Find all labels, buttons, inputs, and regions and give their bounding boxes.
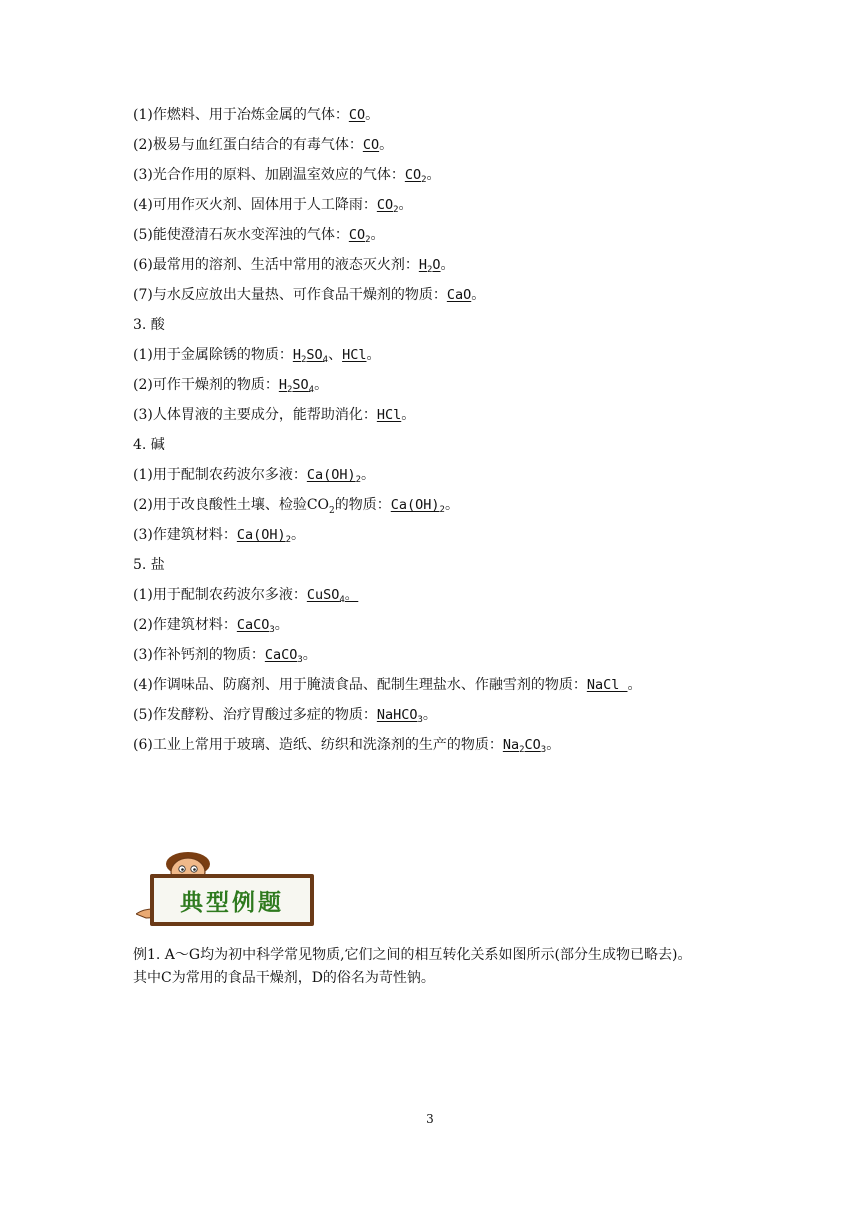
acid-item-1: (1)用于金属除锈的物质：$H_2SO_4$、HCl。	[133, 347, 381, 365]
salt-item-4: (4)作调味品、防腐剂、用于腌渍食品、配制生理盐水、作融雪剂的物质：NaCl 。	[133, 677, 642, 693]
base-item-3: (3)作建筑材料：$Ca(OH)_2$。	[133, 527, 306, 545]
gas-item-1: (1)作燃料、用于冶炼金属的气体：CO。	[133, 107, 380, 123]
badge-board	[150, 874, 314, 926]
section-heading-acid: 3. 酸	[133, 317, 165, 333]
gas-item-6: (6)最常用的溶剂、生活中常用的液态灭火剂：$H_2O$。	[133, 257, 455, 275]
gas-item-7: (7)与水反应放出大量热、可作食品干燥剂的物质：CaO。	[133, 287, 486, 303]
acid-item-2: (2)可作干燥剂的物质：$H_2SO_4$。	[133, 377, 329, 395]
salt-item-1: (1)用于配制农药波尔多液：CuSO$_4$。	[133, 587, 359, 605]
example-line-1: 例1. A～G均为初中科学常见物质,它们之间的相互转化关系如图所示(部分生成物已略去)。	[133, 947, 692, 963]
example-badge-illustration	[136, 848, 318, 934]
gas-item-3: (3)光合作用的原料、加剧温室效应的气体：$CO_2$。	[133, 167, 441, 185]
salt-item-3: (3)作补钙剂的物质：CaCO$_3$。	[133, 647, 317, 665]
gas-item-5: (5)能使澄清石灰水变浑浊的气体：$CO_2$。	[133, 227, 385, 245]
example-paragraph	[133, 944, 743, 990]
salt-item-5: (5)作发酵粉、治疗胃酸过多症的物质：NaHCO$_3$。	[133, 707, 437, 725]
gas-item-4: (4)可用作灭火剂、固体用于人工降雨：$CO_2$。	[133, 197, 413, 215]
section-heading-base: 4. 碱	[133, 437, 165, 453]
salt-item-6: (6)工业上常用于玻璃、造纸、纺织和洗涤剂的生产的物质：$Na_2CO_3$。	[133, 737, 561, 755]
acid-item-3: (3)人体胃液的主要成分，能帮助消化：HCl。	[133, 407, 416, 423]
badge-title: 典型例题	[180, 889, 284, 916]
gas-item-2: (2)极易与血红蛋白结合的有毒气体：CO。	[133, 137, 394, 153]
section-heading-salt: 5. 盐	[133, 557, 165, 573]
example-line-2: 其中C为常用的食品干燥剂，D的俗名为苛性钠。	[133, 970, 435, 986]
base-item-2: (2)用于改良酸性土壤、检验$CO_2$的物质：$Ca(OH)_2$。	[133, 497, 459, 516]
base-item-1: (1)用于配制农药波尔多液：$Ca(OH)_2$。	[133, 467, 376, 485]
salt-item-2: (2)作建筑材料：CaCO$_3$。	[133, 617, 289, 635]
page-number: 3	[426, 1112, 434, 1126]
